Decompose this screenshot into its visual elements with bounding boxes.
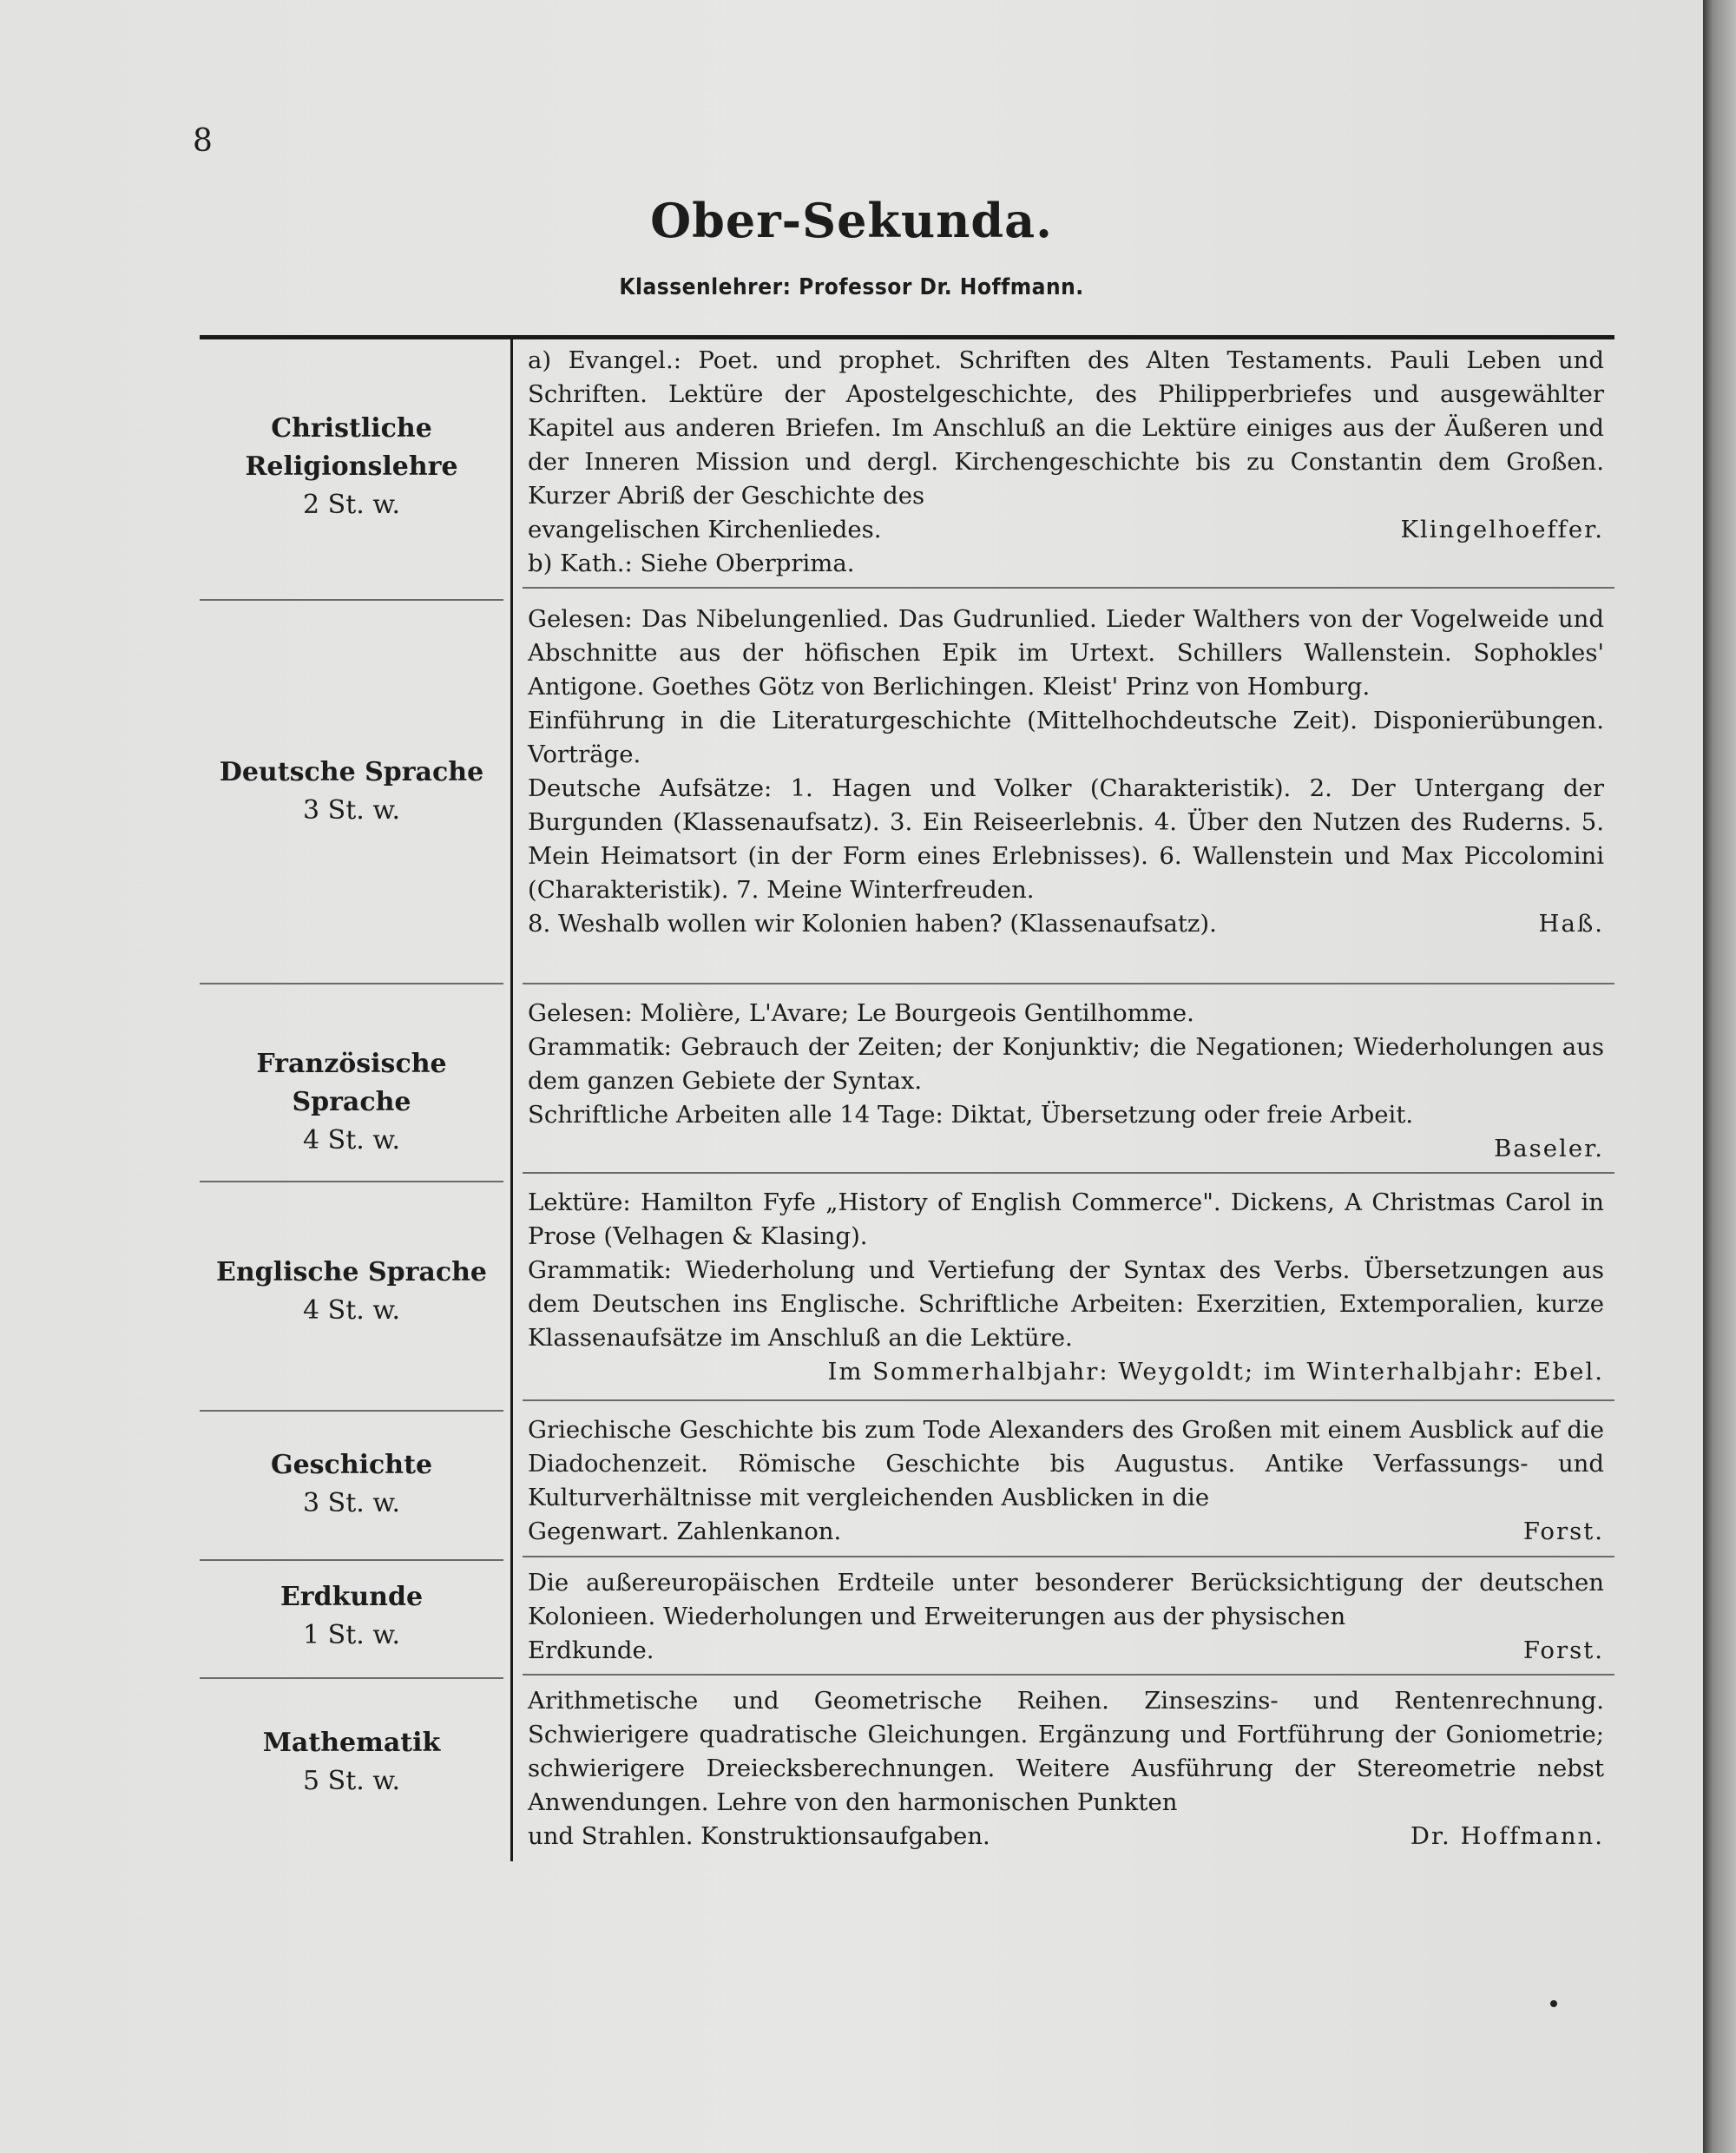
subject-cell-mathematics xyxy=(200,1724,503,1801)
page-number: 8 xyxy=(193,123,213,159)
row-divider xyxy=(200,1677,503,1679)
content-paragraph: Gelesen: Das Nibelungenlied. Das Gudrunlied. Lieder Walthers von der Vogelweide und Abschnitte aus der höfischen Epik im Urtext. Schillers Wallenstein. Sophokles' Antigone. Goethes Götz von Berlichingen. Kleist' Prinz von Homburg. xyxy=(528,605,1604,701)
content-last-line xyxy=(528,907,1604,941)
content-last-line xyxy=(528,513,1604,547)
subject-hours: 4 St. w. xyxy=(303,1295,400,1326)
subject-hours: 4 St. w. xyxy=(303,1125,400,1156)
content-text: und Strahlen. Konstruktionsaufgaben. xyxy=(528,1822,990,1850)
content-paragraph: Schriftliche Arbeiten alle 14 Tage: Diktat, Übersetzung oder freie Arbeit. xyxy=(528,1101,1414,1129)
content-paragraph: Grammatik: Wiederholung und Vertiefung der Syntax des Verbs. Übersetzungen aus dem Deutschen ins Englische. Schriftliche Arbeiten: Exerzitien, Extemporalien, kurze Klassenaufsätze im Anschluß an die Lektüre. xyxy=(528,1256,1604,1352)
curriculum-table xyxy=(200,335,1614,1861)
teacher-signature: Haß. xyxy=(1538,910,1604,938)
content-paragraph: b) Kath.: Siehe Oberprima. xyxy=(528,550,855,577)
page-edge-shadow xyxy=(1703,0,1736,2153)
subject-cell-religion xyxy=(200,410,503,524)
subject-cell-history xyxy=(200,1446,503,1523)
row-divider xyxy=(200,599,503,601)
row-divider xyxy=(523,1556,1614,1557)
teacher-signature: Dr. Hoffmann. xyxy=(1410,1822,1604,1850)
content-paragraph: Gelesen: Molière, L'Avare; Le Bourgeois Gentilhomme. xyxy=(528,999,1194,1027)
subject-name: Deutsche Sprache xyxy=(219,757,484,787)
row-divider xyxy=(200,1181,503,1182)
ink-speck xyxy=(1550,2000,1557,2007)
content-paragraph: Deutsche Aufsätze: 1. Hagen und Volker (Charakteristik). 2. Der Untergang der Burgunden (Klassenaufsatz). 3. Ein Reiseerlebnis. 4. Über den Nutzen des Ruderns. 5. Mein Heimatsort (in der Form eines Erlebnisses). 6. Wallenstein und Max Piccolomini (Charakteristik). 7. Meine Winterfreuden. xyxy=(528,774,1604,904)
content-cell-history xyxy=(528,1413,1604,1549)
content-cell-german xyxy=(528,602,1604,941)
content-cell-religion xyxy=(528,344,1604,581)
content-cell-french xyxy=(528,997,1604,1166)
subject-hours: 3 St. w. xyxy=(303,1488,400,1518)
content-text: Erdkunde. xyxy=(528,1636,654,1664)
subject-hours: 5 St. w. xyxy=(303,1766,400,1796)
subject-name: Christliche xyxy=(271,413,432,444)
content-paragraph: Arithmetische und Geometrische Reihen. Zinseszins- und Rentenrechnung. Schwierigere quadratische Gleichungen. Ergänzung und Fortführung der Goniometrie; schwierigere Dreiecksberechnungen. Weitere Ausführung der Stereometrie nebst Anwendungen. Lehre von den harmonischen Punkten xyxy=(528,1687,1604,1816)
teacher-signature: Forst. xyxy=(1522,1518,1604,1545)
content-text: Gegenwart. Zahlenkanon. xyxy=(528,1518,842,1545)
teacher-signature: Klingelhoeffer. xyxy=(1400,516,1604,543)
teacher-signature: Forst. xyxy=(1522,1636,1604,1664)
subject-name: Englische Sprache xyxy=(216,1257,487,1287)
row-divider xyxy=(523,1399,1614,1401)
subject-hours: 1 St. w. xyxy=(303,1620,400,1650)
row-divider xyxy=(523,587,1614,589)
content-last-line xyxy=(528,1634,1604,1668)
content-paragraph: Die außereuropäischen Erdteile unter besonderer Berücksichtigung der deutschen Kolonieen. Wiederholungen und Erweiterungen aus der physischen xyxy=(528,1569,1604,1630)
content-cell-mathematics xyxy=(528,1684,1604,1853)
subject-name: Mathematik xyxy=(262,1728,441,1758)
subject-cell-french xyxy=(200,1045,503,1160)
subject-name: Geschichte xyxy=(270,1450,433,1480)
content-paragraph: a) Evangel.: Poet. und prophet. Schriften des Alten Testaments. Pauli Leben und Schriften. Lektüre der Apostelgeschichte, des Philipperbriefes und ausgewählter Kapitel aus anderen Briefen. Im Anschluß an die Lektüre einiges aus der Äußeren und der Inneren Mission und dergl. Kirchengeschichte bis zu Constantin dem Großen. Kurzer Abriß der Geschichte des xyxy=(528,346,1604,510)
teacher-signature: Baseler. xyxy=(1494,1135,1604,1162)
row-divider xyxy=(200,1559,503,1561)
content-cell-geography xyxy=(528,1566,1604,1668)
content-last-line xyxy=(528,1515,1604,1549)
content-paragraph: Lektüre: Hamilton Fyfe „History of English Commerce". Dickens, A Christmas Carol in Prose (Velhagen & Klasing). xyxy=(528,1188,1604,1250)
row-divider xyxy=(523,1172,1614,1174)
content-paragraph: Griechische Geschichte bis zum Tode Alexanders des Großen mit einem Ausblick auf die Diadochenzeit. Römische Geschichte bis Augustus. Antike Verfassungs- und Kulturverhältnisse mit vergleichenden Ausblicken in die xyxy=(528,1416,1604,1511)
content-text: evangelischen Kirchenliedes. xyxy=(528,516,882,543)
row-divider xyxy=(523,983,1614,984)
content-paragraph: Grammatik: Gebrauch der Zeiten; der Konjunktiv; die Negationen; Wiederholungen aus dem ganzen Gebiete der Syntax. xyxy=(528,1033,1604,1095)
subject-name: Religionslehre xyxy=(245,451,458,482)
content-paragraph: Einführung in die Literaturgeschichte (Mittelhochdeutsche Zeit). Disponierübungen. Vorträge. xyxy=(528,707,1604,768)
subject-hours: 3 St. w. xyxy=(303,795,400,826)
subject-cell-geography xyxy=(200,1578,503,1655)
teacher-signature: Im Sommerhalbjahr: Weygoldt; im Winterhalbjahr: Ebel. xyxy=(827,1358,1604,1386)
content-text: 8. Weshalb wollen wir Kolonien haben? (Klassenaufsatz). xyxy=(528,910,1217,938)
row-divider xyxy=(200,1410,503,1412)
subject-cell-german xyxy=(200,754,503,830)
table-top-rule xyxy=(200,335,1614,339)
content-cell-english xyxy=(528,1186,1604,1389)
subject-name: Erdkunde xyxy=(279,1582,424,1612)
page-title: Ober-Sekunda. xyxy=(650,193,1053,248)
class-teacher: Klassenlehrer: Professor Dr. Hoffmann. xyxy=(619,274,1084,300)
subject-name: Französische Sprache xyxy=(256,1049,447,1117)
content-last-line xyxy=(528,1820,1604,1853)
subject-cell-english xyxy=(200,1254,503,1330)
row-divider xyxy=(523,1674,1614,1676)
subject-hours: 2 St. w. xyxy=(303,490,400,520)
row-divider xyxy=(200,983,503,984)
column-divider xyxy=(510,335,513,1861)
